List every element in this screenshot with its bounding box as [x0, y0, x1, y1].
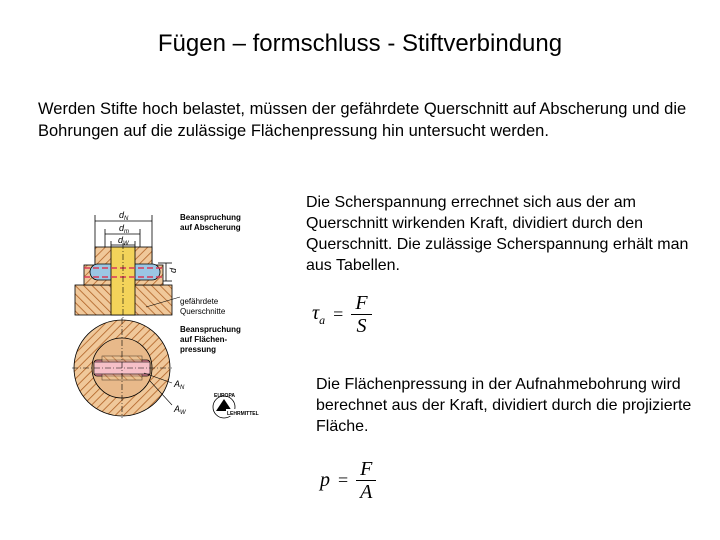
pressure-section: [72, 318, 172, 418]
intro-paragraph: Werden Stifte hoch belastet, müssen der gefährdete Querschnitt auf Abscherung und die Bohrungen auf die zulässige Flächenpressung hin untersucht werden.: [38, 100, 687, 140]
AN-label: $A_N$: [174, 379, 185, 391]
surface-pressure-paragraph: Die Flächenpressung in der Aufnahmebohrung wird berechnet aus der Kraft, dividiert durch die projizierte Fläche.: [316, 376, 692, 435]
pressure-fraction: $\frac{F}{A}$: [356, 458, 376, 503]
shear-label: Beanspruchung auf Abscherung: [180, 213, 241, 232]
europa-logo: [213, 393, 260, 418]
pressure-formula: p = $\frac{F}{A}$: [320, 458, 376, 503]
slide-title: Fügen – formschluss - Stiftverbindung: [157, 30, 563, 57]
pressure-label: Beanspruchung auf Flächen- pressung: [180, 325, 241, 354]
shear-stress-paragraph: Die Scherspannung errechnet sich aus der am Querschnitt wirkenden Kraft, dividiert durch den Querschnitt. Die zulässige Scherspannung erhält man aus Tabellen.: [306, 194, 689, 274]
dim-dm-label: $d_m$: [119, 223, 130, 235]
AW-label: $A_W$: [174, 404, 186, 416]
shear-section: [75, 243, 172, 319]
svg-text:LEHRMITTEL: LEHRMITTEL: [227, 411, 259, 417]
svg-text:EUROPA: EUROPA: [214, 393, 236, 399]
sections-label: gefährdete Querschnitte: [180, 297, 226, 316]
dim-dW-label: $d_W$: [118, 235, 129, 247]
dim-d-label: d: [168, 267, 178, 273]
shear-fraction: $\frac{F}{S}$: [351, 292, 371, 337]
formula-tau: $\tau_a$: [312, 301, 326, 327]
dim-dN-label: $d_N$: [119, 210, 129, 222]
shear-formula: $\tau_a$ = $\frac{F}{S}$: [312, 292, 372, 337]
formula-p: p: [320, 469, 330, 491]
pin-joint-figure: [62, 205, 267, 430]
